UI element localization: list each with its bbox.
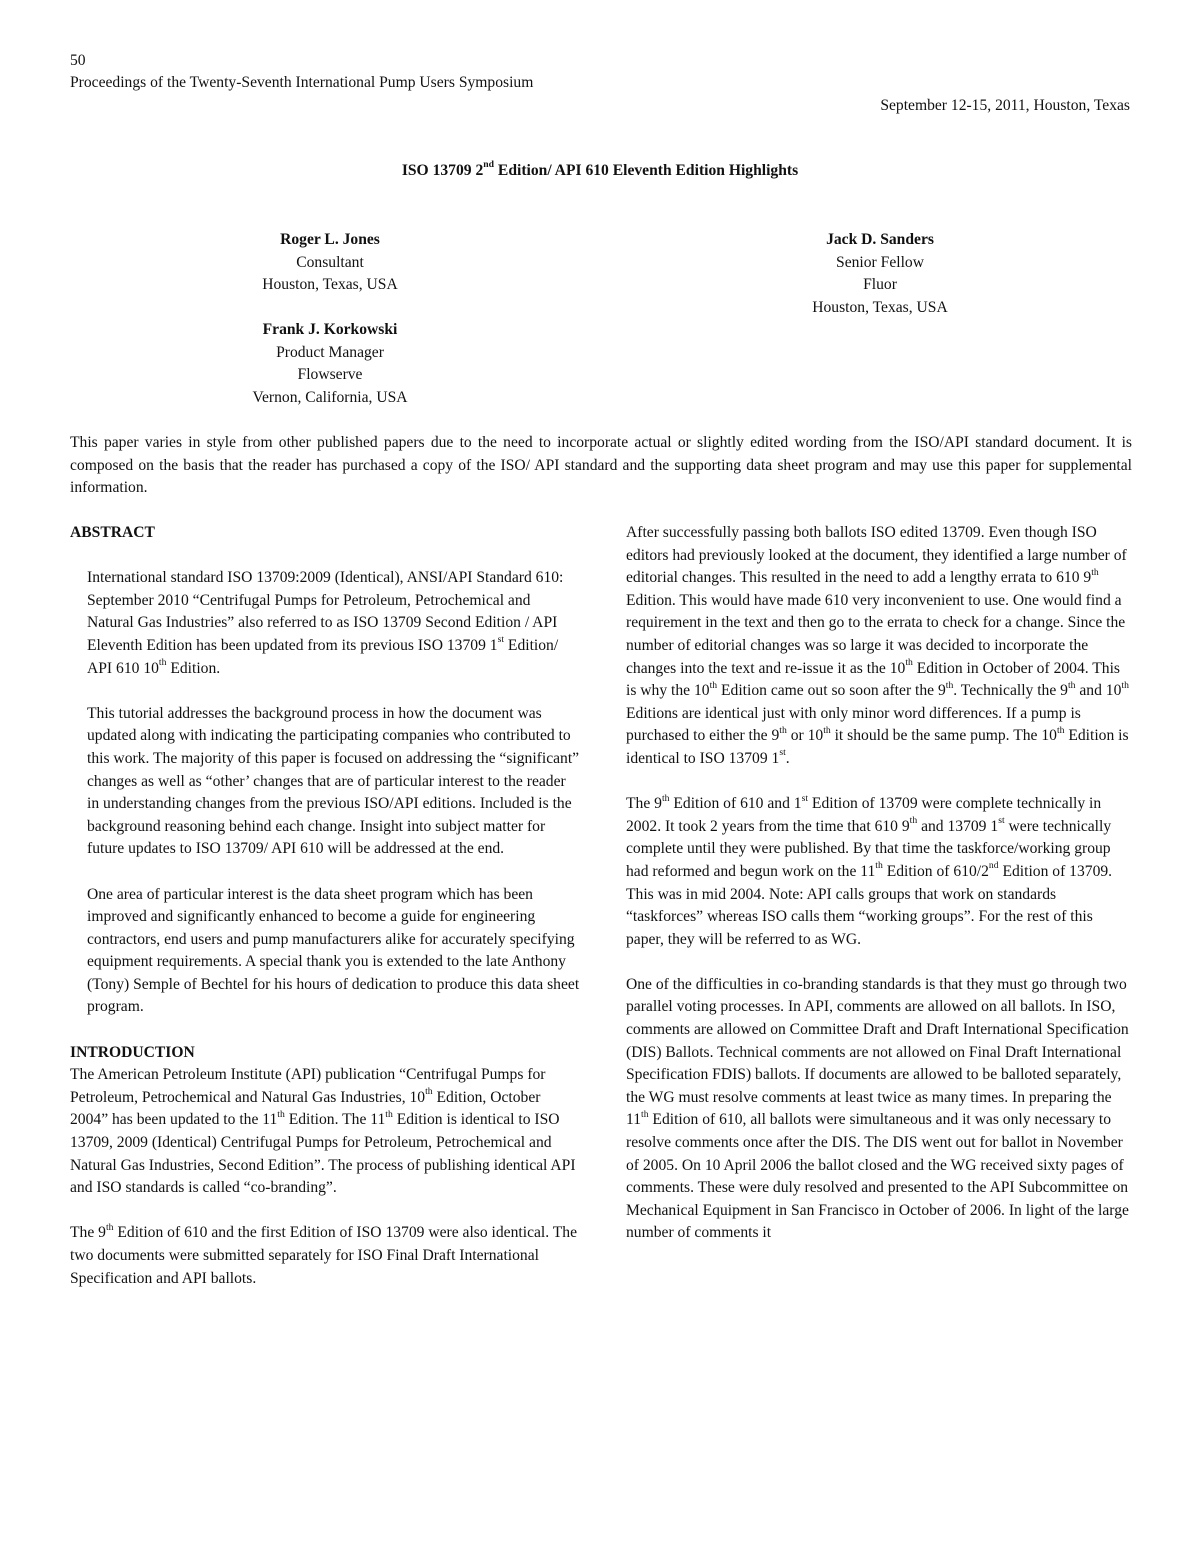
paper-title: ISO 13709 2nd Edition/ API 610 Eleventh Edition Highlights (401, 159, 799, 179)
abstract-paragraph-3: One area of particular interest is the data sheet program which has been improved and significantly enhanced to become a guide for engineering contractors, end users and pump manufacturers alike for accurately specifying equipment requirements. A special thank you is extended to the late Anthony (Tony) Semple of Bechtel for his hours of dedication to produce this data sheet program. (87, 885, 580, 1016)
author-location: Houston, Texas, USA (812, 298, 948, 316)
author-name: Frank J. Korkowski (262, 321, 398, 338)
left-column (70, 522, 580, 1290)
proceedings-header: Proceedings of the Twenty-Seventh International Pump Users Symposium (70, 74, 534, 91)
author-org: Flowserve (297, 366, 363, 384)
author-name: Roger L. Jones (280, 231, 380, 248)
author-location: Vernon, California, USA (252, 388, 408, 406)
author-role: Consultant (296, 253, 364, 271)
body-paragraph-1: After successfully passing both ballots ISO edited 13709. Even though ISO editors had previously looked at the document, they identified a large number of editorial changes. This resulted in the need to add a lengthy errata to 610 9th Edition. This would have made 610 very inconvenient to use. One would find a requirement in the text and then go to the errata to check for a change. Since the number of editorial changes was so large it was decided to incorporate the changes into the text and re-issue it as the 10th Edition in October of 2004. This is why the 10th Edition came out so soon after the 9th. Technically the 9th and 10th Editions are identical just with only minor word differences. If a pump is purchased to either the 9th or 10th it should be the same pump. The 10th Edition is identical to ISO 13709 1st. (626, 524, 1129, 767)
author-role: Product Manager (276, 343, 384, 361)
author-block-korkowski (180, 319, 480, 409)
abstract-paragraph-2: This tutorial addresses the background process in how the document was updated along with indicating the participating companies who contributed to this work. The majority of this paper is focused on addressing the “significant” changes as well as “other’ changes that are of particular interest to the reader in understanding changes from the previous ISO/API editions. Included is the background reasoning behind each change. Insight into subject matter for future updates to ISO 13709/ API 610 will be addressed at the end. (87, 704, 580, 858)
abstract-heading: ABSTRACT (70, 524, 155, 541)
author-role: Senior Fellow (836, 253, 924, 271)
intro-note: This paper varies in style from other published papers due to the need to incorporate actual or slightly edited wording from the ISO/API standard document. It is composed on the basis that the reader has purchased a copy of the ISO/ API standard and the supporting data sheet program and may use this paper for supplemental information. (70, 434, 1132, 497)
introduction-heading: INTRODUCTION (70, 1043, 195, 1061)
page-number: 50 (70, 52, 86, 69)
author-name: Jack D. Sanders (826, 231, 934, 248)
author-block-jones (180, 229, 480, 297)
body-paragraph-3: One of the difficulties in co-branding standards is that they must go through two parallel voting processes. In API, comments are allowed on all ballots. In ISO, comments are allowed on Committee Draft and Draft International Specification (DIS) Ballots. Technical comments are not allowed on Final Draft International Specification FDIS) ballots. If documents are allowed to be balloted separately, the WG must resolve comments at least twice as many times. In preparing the 11th Edition of 610, all ballots were simultaneous and it was only necessary to resolve comments once after the DIS. The DIS went out for ballot in November of 2005. On 10 April 2006 the ballot closed and the WG received sixty pages of comments. These were duly resolved and presented to the API Subcommittee on Mechanical Equipment in San Francisco in October of 2006. In light of the large number of comments it (626, 975, 1129, 1242)
introduction-paragraph-1: The American Petroleum Institute (API) publication “Centrifugal Pumps for Petroleum, Petrochemical and Natural Gas Industries, 10th Edition, October 2004” has been updated to the 11th Edition. The 11th Edition is identical to ISO 13709, 2009 (Identical) Centrifugal Pumps for Petroleum, Petrochemical and Natural Gas Industries, Second Edition”. The process of publishing identical API and ISO standards is called “co-branding”. (70, 1066, 576, 1197)
introduction-paragraph-2: The 9th Edition of 610 and the first Edition of ISO 13709 were also identical. The two documents were submitted separately for ISO Final Draft International Specification and API ballots. (70, 1221, 578, 1287)
abstract-paragraph-1: International standard ISO 13709:2009 (Identical), ANSI/API Standard 610: September 2010 “Centrifugal Pumps for Petroleum, Petrochemical and Natural Gas Industries” also referred to as ISO 13709 Second Edition / API Eleventh Edition has been updated from its previous ISO 13709 1st Edition/ API 610 10th Edition. (87, 569, 564, 677)
right-column (626, 522, 1132, 1245)
author-org: Fluor (863, 276, 897, 294)
author-block-sanders (730, 229, 1030, 319)
body-paragraph-2: The 9th Edition of 610 and 1st Edition of 13709 were complete technically in 2002. It took 2 years from the time that 610 9th and 13709 1st were technically complete until they were published. By that time the taskforce/working group had reformed and begun work on the 11th Edition of 610/2nd Edition of 13709. This was in mid 2004. Note: API calls groups that work on standards “taskforces” whereas ISO calls them “working groups”. For the rest of this paper, they will be referred to as WG. (626, 792, 1113, 948)
conference-date-location: September 12-15, 2011, Houston, Texas (880, 97, 1130, 114)
author-location: Houston, Texas, USA (262, 276, 398, 294)
